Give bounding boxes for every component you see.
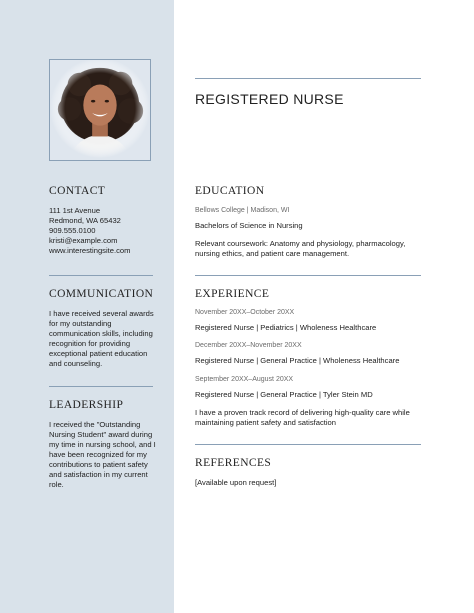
education-heading: EDUCATION bbox=[195, 185, 265, 197]
job-dates: September 20XX–August 20XX bbox=[195, 376, 294, 383]
section-divider bbox=[195, 275, 421, 276]
references-text: [Available upon request] bbox=[195, 478, 277, 487]
experience-heading: EXPERIENCE bbox=[195, 288, 270, 300]
job-dates: December 20XX–November 20XX bbox=[195, 342, 302, 349]
contact-heading: CONTACT bbox=[49, 185, 106, 197]
contact-address-line2: Redmond, WA 65432 bbox=[49, 216, 121, 225]
contact-block bbox=[49, 206, 157, 256]
title-rule bbox=[195, 78, 421, 79]
contact-address-line1: 111 1st Avenue bbox=[49, 206, 101, 215]
contact-email[interactable]: kristi@example.com bbox=[49, 236, 118, 245]
portrait-image bbox=[50, 60, 150, 160]
communication-heading: COMMUNICATION bbox=[49, 288, 154, 300]
education-coursework: Relevant coursework: Anatomy and physiology, pharmacology, nursing ethics, and patient care management. bbox=[195, 239, 406, 258]
references-heading: REFERENCES bbox=[195, 457, 272, 469]
job-role: Registered Nurse | General Practice | Tyler Stein MD bbox=[195, 390, 373, 399]
leadership-text: I received the "Outstanding Nursing Student" award during my time in nursing school, and I have been recognized for my contributions to patient safety and satisfaction in my current role. bbox=[49, 420, 156, 489]
profile-photo bbox=[49, 59, 151, 161]
section-divider bbox=[195, 444, 421, 445]
education-degree: Bachelors of Science in Nursing bbox=[195, 221, 303, 230]
experience-summary: I have a proven track record of delivering high-quality care while maintaining patient safety and satisfaction bbox=[195, 408, 410, 427]
job-role: Registered Nurse | General Practice | Wholeness Healthcare bbox=[195, 356, 400, 365]
contact-website[interactable]: www.interestingsite.com bbox=[49, 246, 131, 255]
sidebar-divider bbox=[49, 275, 153, 276]
communication-text: I have received several awards for my outstanding communication skills, including recognition for providing exceptional patient education and counseling. bbox=[49, 309, 154, 368]
education-school: Bellows College | Madison, WI bbox=[195, 207, 290, 214]
job-role: Registered Nurse | Pediatrics | Wholeness Healthcare bbox=[195, 323, 377, 332]
leadership-heading: LEADERSHIP bbox=[49, 399, 124, 411]
contact-phone: 909.555.0100 bbox=[49, 226, 96, 235]
page-title: REGISTERED NURSE bbox=[195, 91, 344, 107]
sidebar-divider bbox=[49, 386, 153, 387]
job-dates: November 20XX–October 20XX bbox=[195, 309, 295, 316]
